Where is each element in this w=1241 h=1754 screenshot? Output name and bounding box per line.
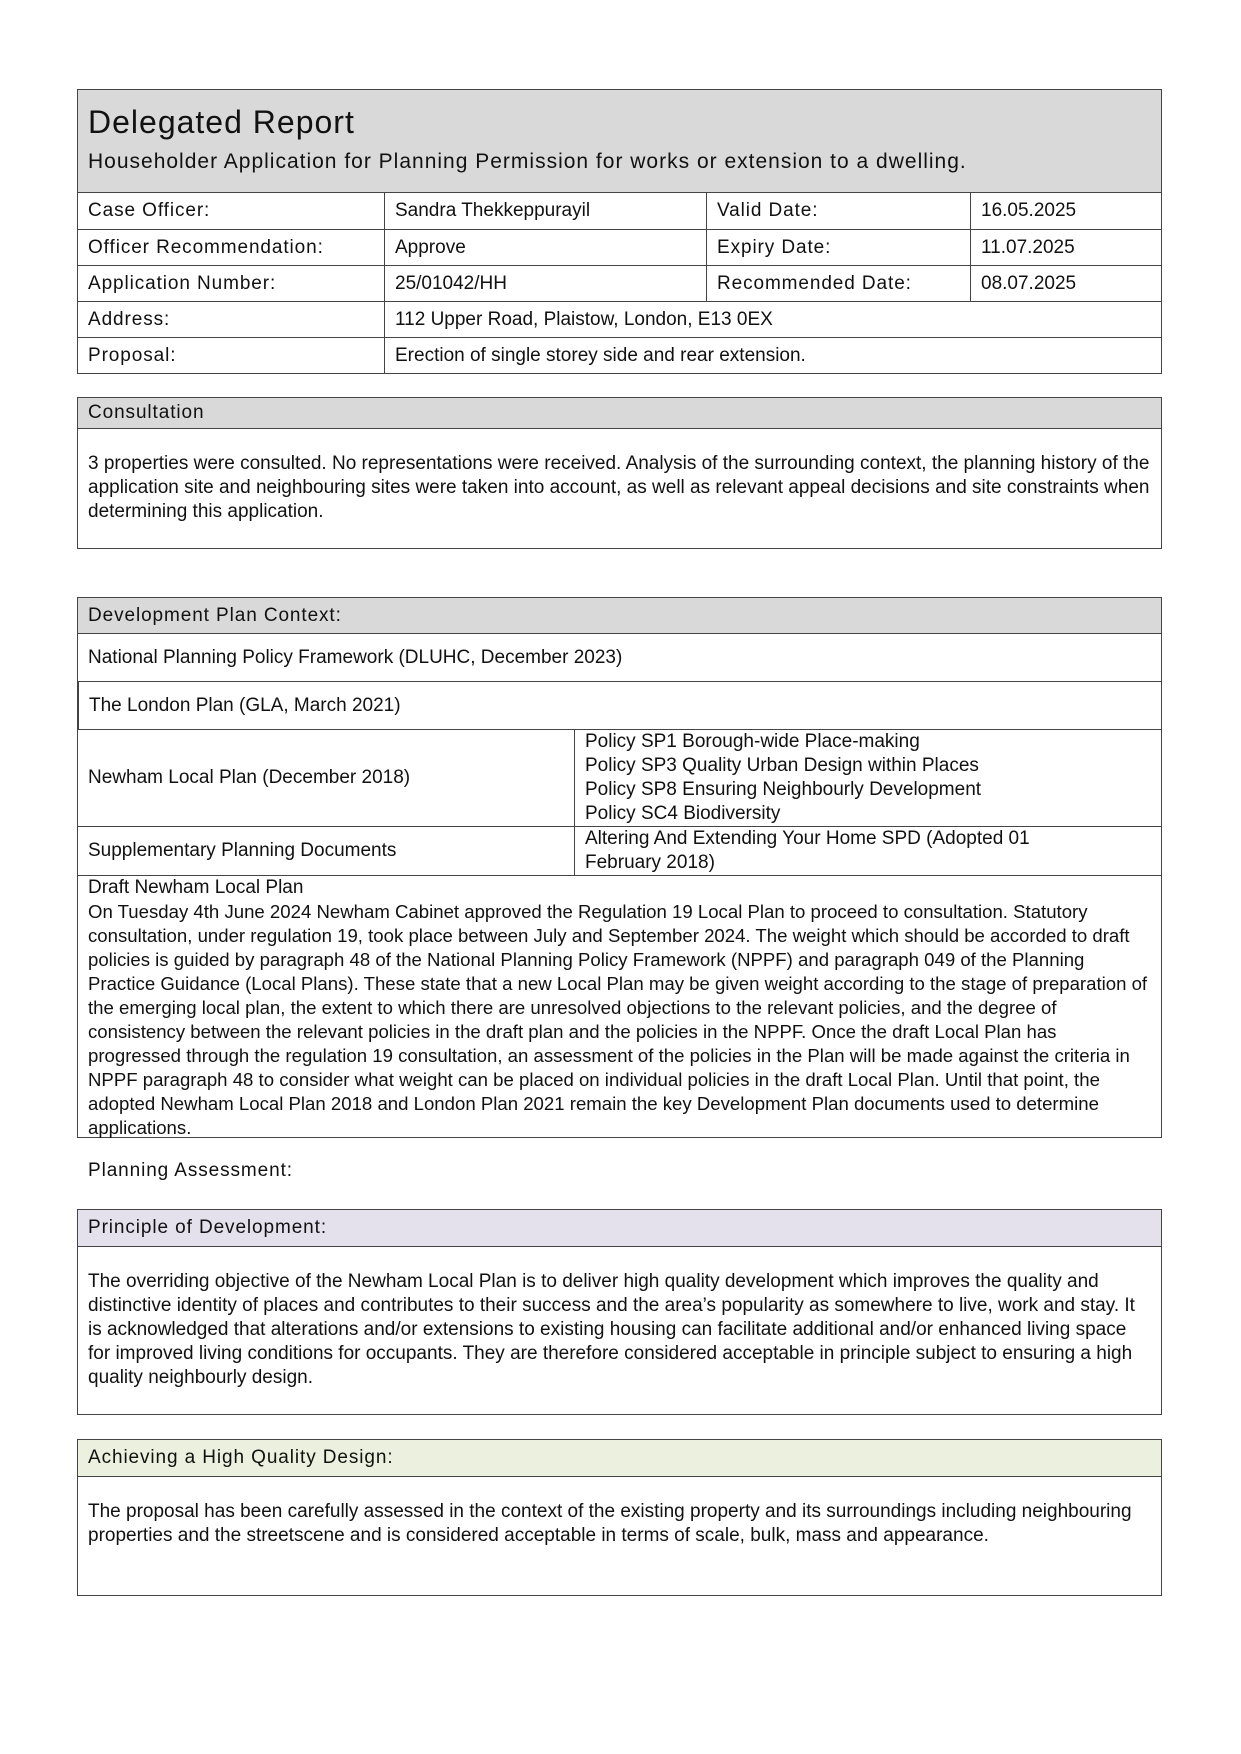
local-plan-policies: [574, 730, 1161, 826]
design-text: The proposal has been carefully assessed in the context of the existing property and its surroundings including neighbouring properties and the streetscene and is considered acceptable in terms of scale, bulk, mass and appearance.: [88, 1501, 1132, 1546]
recommendation-value: Approve: [384, 230, 706, 265]
development-plan-section: [77, 597, 1162, 1138]
consultation-heading: Consultation: [78, 398, 1161, 429]
report-row-application-number: [78, 265, 1161, 301]
nppf-row: National Planning Policy Framework (DLUHC, December 2023): [78, 634, 1161, 682]
expiry-date-label: Expiry Date:: [706, 230, 970, 265]
recommended-date-value: 08.07.2025: [970, 266, 1161, 301]
case-officer-value: Sandra Thekkeppurayil: [384, 193, 706, 229]
spd-value: Altering And Extending Your Home SPD (Adopted 01 February 2018): [574, 827, 1161, 875]
policy-item: Policy SP3 Quality Urban Design within Places: [585, 755, 979, 776]
address-value: 112 Upper Road, Plaistow, London, E13 0EX: [384, 302, 1161, 337]
consultation-section: [77, 397, 1162, 549]
spd-row: [78, 827, 1161, 876]
recommended-date-label: Recommended Date:: [706, 266, 970, 301]
proposal-value: Erection of single storey side and rear extension.: [384, 338, 1161, 373]
recommendation-label: Officer Recommendation:: [88, 236, 324, 258]
spd-label: Supplementary Planning Documents: [88, 840, 397, 861]
report-row-proposal: [78, 337, 1161, 373]
london-plan-row: The London Plan (GLA, March 2021): [78, 682, 1161, 730]
report-summary-table: [77, 89, 1162, 374]
design-heading: Achieving a High Quality Design:: [78, 1440, 1161, 1477]
report-row-case-officer: [78, 192, 1161, 229]
principle-section: [77, 1209, 1162, 1415]
case-officer-label: Case Officer:: [88, 200, 211, 221]
local-plan-row: [78, 730, 1161, 827]
consultation-text: 3 properties were consulted. No representations were received. Analysis of the surrounding context, the planning history of the application site and neighbouring sites were taken into account, as well as relevant appeal decisions and site constraints when determining this application.: [88, 453, 1150, 522]
application-number-value: 25/01042/HH: [384, 266, 706, 301]
policy-item: Policy SP8 Ensuring Neighbourly Development: [585, 779, 982, 800]
planning-assessment-label: Planning Assessment:: [88, 1160, 293, 1181]
report-row-recommendation: [78, 229, 1161, 265]
draft-local-plan-text: On Tuesday 4th June 2024 Newham Cabinet approved the Regulation 19 Local Plan to proceed to consultation. Statutory consultation, under regulation 19, took place between July and September 2024. The weight which should be accorded to draft policies is guided by paragraph 48 of the National Planning Policy Framework (NPPF) and paragraph 049 of the Planning Practice Guidance (Local Plans). These state that a new Local Plan may be given weight according to the stage of preparation of the emerging local plan, the extent to which there are unresolved objections to the relevant policies, and the degree of consistency between the relevant policies in the draft plan and the policies in the NPPF. Once the draft Local Plan has progressed through the regulation 19 consultation, an assessment of the policies in the Plan will be made against the criteria in NPPF paragraph 48 to consider what weight can be placed on individual policies in the draft Local Plan. Until that point, the adopted Newham Local Plan 2018 and London Plan 2021 remain the key Development Plan documents used to determine applications.: [88, 901, 1148, 1138]
design-section: [77, 1439, 1162, 1596]
draft-local-plan: [78, 876, 1161, 1140]
expiry-date-value: 11.07.2025: [970, 230, 1161, 265]
report-subtitle: Householder Application for Planning Permission for works or extension to a dwelling.: [88, 150, 967, 173]
report-header: [78, 90, 1161, 192]
policy-item: Policy SC4 Biodiversity: [585, 803, 781, 824]
report-row-address: [78, 301, 1161, 337]
application-number-label: Application Number:: [88, 272, 277, 294]
valid-date-value: 16.05.2025: [970, 193, 1161, 229]
local-plan-label: Newham Local Plan (December 2018): [88, 767, 411, 788]
proposal-label: Proposal:: [88, 344, 177, 366]
policy-item: Policy SP1 Borough-wide Place-making: [585, 731, 920, 752]
development-plan-heading: Development Plan Context:: [78, 598, 1161, 634]
report-title: Delegated Report: [88, 104, 355, 140]
valid-date-label: Valid Date:: [706, 193, 970, 229]
principle-heading: Principle of Development:: [78, 1210, 1161, 1247]
draft-local-plan-title: Draft Newham Local Plan: [88, 877, 304, 898]
address-label: Address:: [88, 308, 171, 330]
principle-text: The overriding objective of the Newham Local Plan is to deliver high quality development which improves the quality and distinctive identity of places and contributes to their success and the area’s popularity as somewhere to live, work and stay. It is acknowledged that alterations and/or extensions to existing housing can facilitate additional and/or enhanced living space for improved living conditions for occupants. They are therefore considered acceptable in principle subject to ensuring a high quality neighbourly design.: [88, 1271, 1135, 1388]
